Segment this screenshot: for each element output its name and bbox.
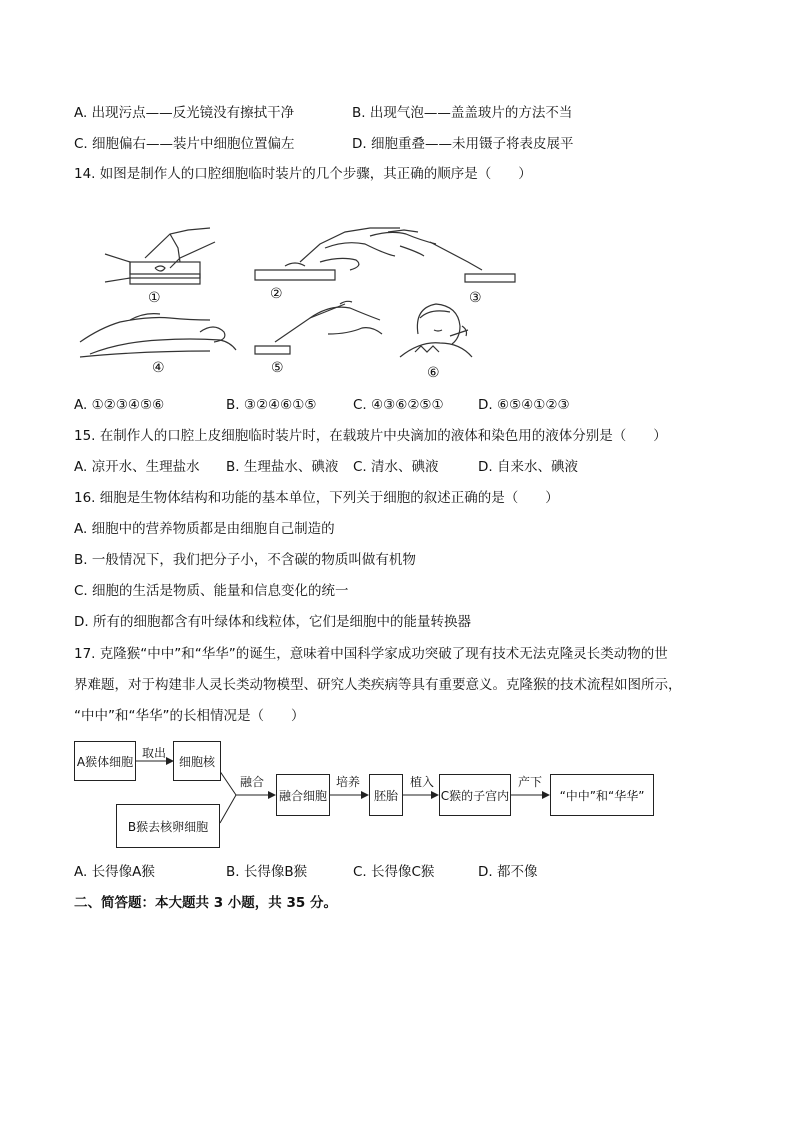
flow-label-culture: 培养 [336, 775, 361, 789]
flow-label-fuse: 融合 [240, 775, 265, 789]
q17-stem-line-1: 17. 克隆猴“中中”和“华华”的诞生，意味着中国科学家成功突破了现有技术无法克隆灵长类动物的世 [74, 646, 668, 662]
q14-stem: 14. 如图是制作人的口腔细胞临时装片的几个步骤，其正确的顺序是（ ） [74, 166, 532, 182]
q15-option-c: C. 清水、碘液 [353, 459, 439, 475]
q15-stem: 15. 在制作人的口腔上皮细胞临时装片时，在载玻片中央滴加的液体和染色用的液体分别是（ ） [74, 428, 667, 444]
q17-option-a: A. 长得像A猴 [74, 864, 155, 880]
flow-box-fused-cell: 融合细胞 [276, 774, 330, 816]
flow-box-embryo: 胚胎 [369, 774, 403, 816]
q13-option-c: C. 细胞偏右——装片中细胞位置偏左 [74, 136, 295, 152]
q14-figure-label-6: ⑥ [427, 365, 440, 381]
q14-option-c: C. ④③⑥②⑤① [353, 397, 444, 413]
q16-option-d: D. 所有的细胞都含有叶绿体和线粒体，它们是细胞中的能量转换器 [74, 614, 471, 630]
q16-option-b: B. 一般情况下，我们把分子小，不含碳的物质叫做有机物 [74, 552, 416, 568]
q16-option-c: C. 细胞的生活是物质、能量和信息变化的统一 [74, 583, 349, 599]
step4-illustration [80, 314, 236, 357]
q13-option-d: D. 细胞重叠——未用镊子将表皮展平 [352, 136, 574, 152]
q14-figure-label-5: ⑤ [271, 360, 284, 376]
step3-illustration [370, 230, 515, 282]
q13-option-a: A. 出现污点——反光镜没有擦拭干净 [74, 105, 295, 121]
q16-option-a: A. 细胞中的营养物质都是由细胞自己制造的 [74, 521, 335, 537]
q15-option-d: D. 自来水、碘液 [478, 459, 578, 475]
step2-illustration [255, 228, 400, 280]
q14-figure-label-1: ① [148, 290, 161, 306]
flow-box-a-somatic-cell: A猴体细胞 [74, 741, 136, 781]
q15-option-b: B. 生理盐水、碘液 [226, 459, 339, 475]
q14-option-d: D. ⑥⑤④①②③ [478, 397, 570, 413]
q14-figure-label-2: ② [270, 286, 283, 302]
q15-option-a: A. 凉开水、生理盐水 [74, 459, 200, 475]
section2-title: 二、简答题：本大题共 3 小题，共 35 分。 [74, 895, 337, 911]
q16-stem: 16. 细胞是生物体结构和功能的基本单位，下列关于细胞的叙述正确的是（ ） [74, 490, 559, 506]
q14-option-a: A. ①②③④⑤⑥ [74, 397, 165, 413]
flow-box-c-uterus: C猴的子宫内 [439, 774, 511, 816]
q17-option-c: C. 长得像C猴 [353, 864, 435, 880]
q14-figure-label-4: ④ [152, 360, 165, 376]
q17-option-d: D. 都不像 [478, 864, 538, 880]
flow-label-extract: 取出 [142, 746, 167, 760]
flow-box-nucleus: 细胞核 [173, 741, 221, 781]
flow-box-b-enucleated-egg: B猴去核卵细胞 [116, 804, 220, 848]
q17-stem-line-2: 界难题，对于构建非人灵长类动物模型、研究人类疾病等具有重要意义。克隆猴的技术流程如图所示， [74, 677, 682, 693]
step6-illustration [400, 304, 472, 357]
q14-figure-label-3: ③ [469, 290, 482, 306]
q17-stem-line-3: “中中”和“华华”的长相情况是（ ） [74, 708, 305, 724]
step5-illustration [255, 301, 382, 354]
q14-option-b: B. ③②④⑥①⑤ [226, 397, 317, 413]
flow-label-implant: 植入 [410, 775, 435, 789]
step1-illustration [105, 228, 215, 284]
flow-label-birth: 产下 [518, 775, 543, 789]
flow-box-result: “中中”和“华华” [550, 774, 654, 816]
q17-option-b: B. 长得像B猴 [226, 864, 308, 880]
q13-option-b: B. 出现气泡——盖盖玻片的方法不当 [352, 105, 573, 121]
